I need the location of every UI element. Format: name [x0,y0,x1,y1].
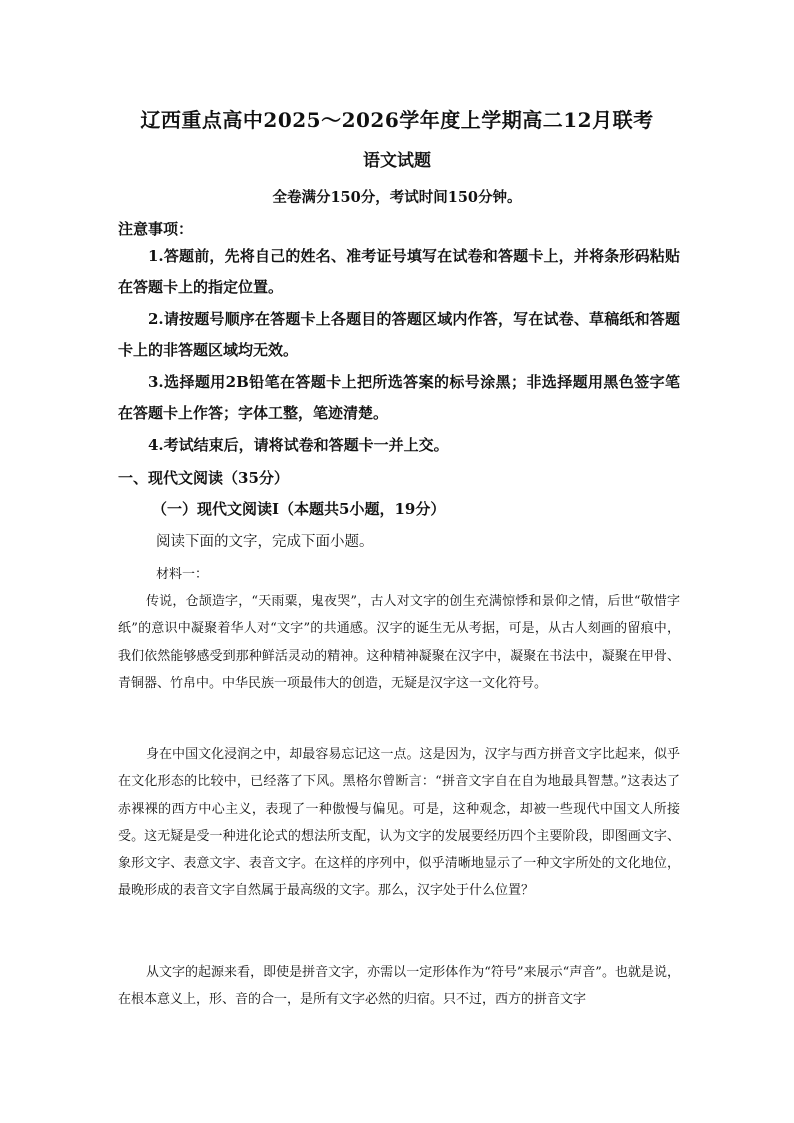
exam-title: 辽西重点高中2025～2026学年度上学期高二12月联考 [140,108,654,132]
material-paragraph-3: 从文字的起源来看，即使是拼音文字，亦需以一定形体作为“符号”来展示“声音”。也就是说，在根本意义上，形、音的合一，是所有文字必然的归宿。只不过，西方的拼音文字 [118,965,680,1008]
sub-section-heading: （一）现代文阅读Ⅰ（本题共5小题，19分） [152,500,446,518]
notice-heading: 注意事项： [118,220,194,238]
reading-instruction: 阅读下面的文字，完成下面小题。 [156,534,374,550]
notice-item-1: 1.答题前，先将自己的姓名、准考证号填写在试卷和答题卡上，并将条形码粘贴在答题卡上的指定位置。 [118,247,680,296]
material-paragraph-2: 身在中国文化浸润之中，却最容易忘记这一点。这是因为，汉字与西方拼音文字比起来，似乎在文化形态的比较中，已经落了下风。黑格尔曾断言：“拼音文字自在自为地最具智慧。”这表达了赤裸裸的西方中心主义，表现了一种傲慢与偏见。可是，这种观念，却被一些现代中国文人所接受。这无疑是受一种进化论式的想法所支配，认为文字的发展要经历四个主要阶段，即图画文字、象形文字、表意文字、表音文字。在这样的序列中，似乎清晰地显示了一种文字所处的文化地位，最晚形成的表音文字自然属于最高级的文字。那么，汉字处于什么位置？ [118,747,680,899]
notice-item-2: 2.请按题号顺序在答题卡上各题目的答题区域内作答，写在试卷、草稿纸和答题卡上的非答题区域均无效。 [118,310,680,359]
notice-item-4: 4.考试结束后，请将试卷和答题卡一并上交。 [148,436,449,454]
material-label: 材料一： [156,567,209,582]
material-paragraph-1: 传说，仓颉造字，“天雨粟，鬼夜哭”，古人对文字的创生充满惊悸和景仰之情，后世“敬惜字纸”的意识中凝聚着华人对“文字”的共通感。汉字的诞生无从考据，可是，从古人刻画的留痕中，我们依然能够感受到那种鲜活灵动的精神。这种精神凝聚在汉字中，凝聚在书法中，凝聚在甲骨、青铜器、竹帛中。中华民族一项最伟大的创造，无疑是汉字这一文化符号。 [118,594,680,691]
exam-subtitle: 语文试题 [363,151,431,171]
section-heading: 一、现代文阅读（35分） [118,469,289,487]
score-time-line: 全卷满分150分，考试时间150分钟。 [272,189,522,206]
notice-item-3: 3.选择题用2B铅笔在答题卡上把所选答案的标号涂黑；非选择题用黑色签字笔在答题卡上作答；字体工整，笔迹清楚。 [118,373,680,422]
